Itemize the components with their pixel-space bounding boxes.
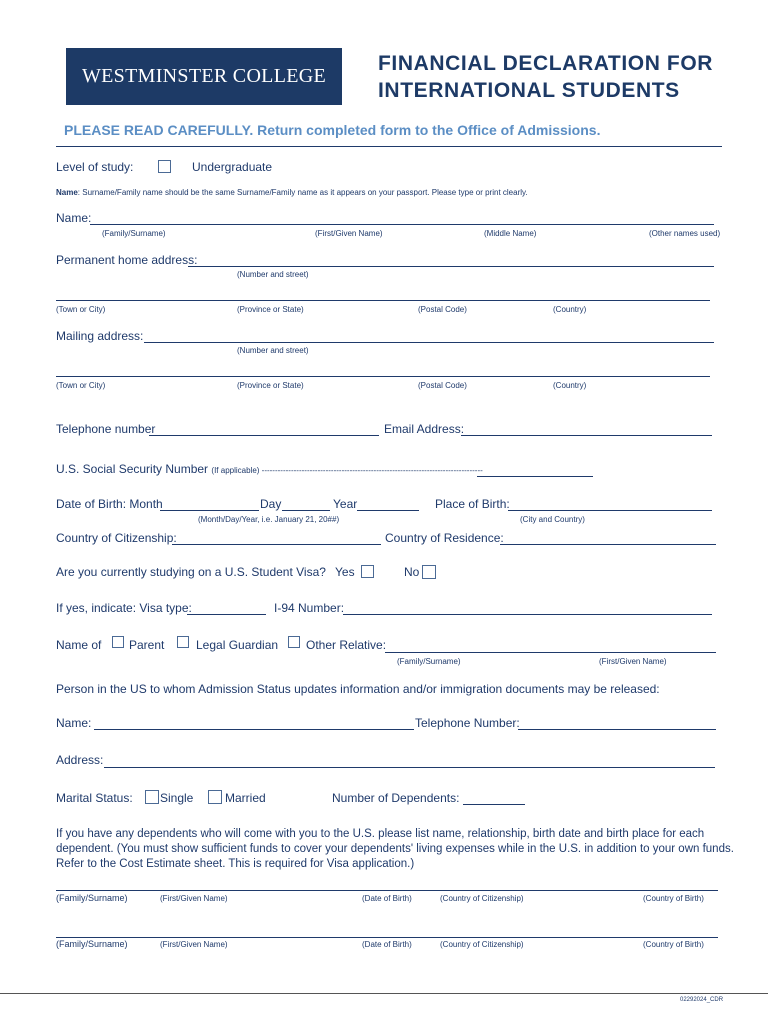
parent-checkbox[interactable] (112, 636, 124, 648)
dependent-row-1-field[interactable] (56, 890, 718, 891)
place-of-birth-label: Place of Birth: (435, 497, 510, 511)
dob-year-label: Year (333, 497, 358, 511)
visa-type-field[interactable] (187, 614, 266, 615)
undergraduate-label: Undergraduate (192, 160, 273, 174)
dependent-birth-caption: (Country of Birth) (643, 940, 704, 949)
province-caption: (Province or State) (237, 381, 304, 390)
undergraduate-checkbox[interactable] (158, 160, 171, 173)
dependents-instructions: If you have any dependents who will come with you to the U.S. please list name, relationship, birth date and birth place for each dependent. (You must show sufficient funds to cover your dependents' living expenses while in the U.S. in addition to your own funds. Refer to the Cost Estimate sheet. This is required for Visa application.) (56, 828, 734, 870)
other-relative-label: Other Relative: (306, 638, 387, 652)
visa-question-label: Are you currently studying on a U.S. Student Visa? (56, 565, 326, 579)
form-title: FINANCIAL DECLARATION FOR INTERNATIONAL STUDENTS (378, 52, 714, 102)
dependent-family-caption: (Family/Surname) (56, 939, 128, 949)
level-of-study-label: Level of study: (56, 160, 134, 174)
permanent-city-field[interactable] (56, 300, 710, 301)
email-label: Email Address: (384, 422, 465, 436)
contact-phone-label: Telephone Number: (415, 716, 520, 730)
dependent-first-caption: (First/Given Name) (160, 894, 228, 903)
dependent-row-2-field[interactable] (56, 937, 718, 938)
married-label: Married (225, 791, 266, 805)
postal-caption: (Postal Code) (418, 305, 467, 314)
release-instructions: Person in the US to whom Admission Status updates information and/or immigration documents may be released: (56, 682, 660, 696)
header-divider (56, 146, 722, 147)
contact-address-field[interactable] (104, 767, 715, 768)
dependents-count-label: Number of Dependents: (332, 791, 460, 805)
ssn-label: U.S. Social Security Number (If applicable) ----------------------------------------------------------------------------------- (56, 462, 483, 476)
telephone-label: Telephone number (56, 422, 156, 436)
mailing-address-label: Mailing address: (56, 329, 144, 343)
other-relative-checkbox[interactable] (288, 636, 300, 648)
family-surname-caption: (Family/Surname) (102, 229, 166, 238)
mailing-street-field[interactable] (144, 342, 714, 343)
visa-no-label: No (404, 565, 420, 579)
telephone-field[interactable] (149, 435, 379, 436)
married-checkbox[interactable] (208, 790, 222, 804)
marital-status-label: Marital Status: (56, 791, 133, 805)
dob-month-label: Date of Birth: Month (56, 497, 163, 511)
visa-type-label: If yes, indicate: Visa type: (56, 601, 192, 615)
dob-day-label: Day (260, 497, 282, 511)
city-country-caption: (City and Country) (520, 515, 585, 524)
country-caption: (Country) (553, 381, 587, 390)
i94-field[interactable] (343, 614, 712, 615)
dependent-family-caption: (Family/Surname) (56, 893, 128, 903)
ssn-field[interactable] (477, 476, 593, 477)
logo-text: WESTMINSTER COLLEGE (81, 65, 326, 87)
place-of-birth-field[interactable] (508, 510, 712, 511)
other-names-caption: (Other names used) (649, 229, 721, 238)
citizenship-label: Country of Citizenship: (56, 531, 177, 545)
residence-field[interactable] (500, 544, 716, 545)
visa-yes-checkbox[interactable] (361, 565, 374, 578)
parent-label: Parent (129, 638, 165, 652)
contact-name-label: Name: (56, 716, 92, 730)
residence-label: Country of Residence: (385, 531, 504, 545)
town-caption: (Town or City) (56, 305, 106, 314)
visa-no-checkbox[interactable] (422, 565, 436, 579)
street-caption: (Number and street) (237, 270, 309, 279)
legal-guardian-label: Legal Guardian (196, 638, 279, 652)
email-field[interactable] (461, 435, 712, 436)
street-caption: (Number and street) (237, 346, 309, 355)
dependent-citizenship-caption: (Country of Citizenship) (440, 940, 524, 949)
college-logo (66, 48, 342, 105)
single-label: Single (160, 791, 194, 805)
i94-label: I-94 Number: (274, 601, 345, 615)
dependent-citizenship-caption: (Country of Citizenship) (440, 894, 524, 903)
instructions-notice: PLEASE READ CAREFULLY. Return completed form to the Office of Admissions. (64, 122, 601, 138)
permanent-address-label: Permanent home address: (56, 253, 198, 267)
postal-caption: (Postal Code) (418, 381, 467, 390)
name-field[interactable] (90, 224, 714, 225)
mailing-city-field[interactable] (56, 376, 710, 377)
family-surname-caption: (Family/Surname) (397, 657, 461, 666)
dependent-first-caption: (First/Given Name) (160, 940, 228, 949)
country-caption: (Country) (553, 305, 587, 314)
dob-format-caption: (Month/Day/Year, i.e. January 21, 20##) (198, 515, 340, 524)
first-name-caption: (First/Given Name) (599, 657, 667, 666)
town-caption: (Town or City) (56, 381, 106, 390)
permanent-street-field[interactable] (188, 266, 714, 267)
dob-year-field[interactable] (357, 510, 419, 511)
single-checkbox[interactable] (145, 790, 159, 804)
dependents-count-field[interactable] (463, 804, 525, 805)
middle-name-caption: (Middle Name) (484, 229, 537, 238)
citizenship-field[interactable] (172, 544, 381, 545)
visa-yes-label: Yes (335, 565, 355, 579)
relative-name-field[interactable] (385, 652, 716, 653)
contact-name-field[interactable] (94, 729, 414, 730)
dependent-dob-caption: (Date of Birth) (362, 894, 412, 903)
first-name-caption: (First/Given Name) (315, 229, 383, 238)
dob-month-field[interactable] (160, 510, 259, 511)
legal-guardian-checkbox[interactable] (177, 636, 189, 648)
name-label: Name: (56, 211, 92, 225)
contact-address-label: Address: (56, 753, 104, 767)
dependent-dob-caption: (Date of Birth) (362, 940, 412, 949)
dependent-birth-caption: (Country of Birth) (643, 894, 704, 903)
name-instructions: Name: Surname/Family name should be the same Surname/Family name as it appears on your passport. Please type or print clearly. (56, 188, 528, 197)
contact-phone-field[interactable] (518, 729, 716, 730)
name-of-label: Name of (56, 638, 102, 652)
footer-divider (0, 993, 768, 994)
form-code: 02292024_CDR (680, 997, 724, 1003)
dob-day-field[interactable] (282, 510, 330, 511)
province-caption: (Province or State) (237, 305, 304, 314)
